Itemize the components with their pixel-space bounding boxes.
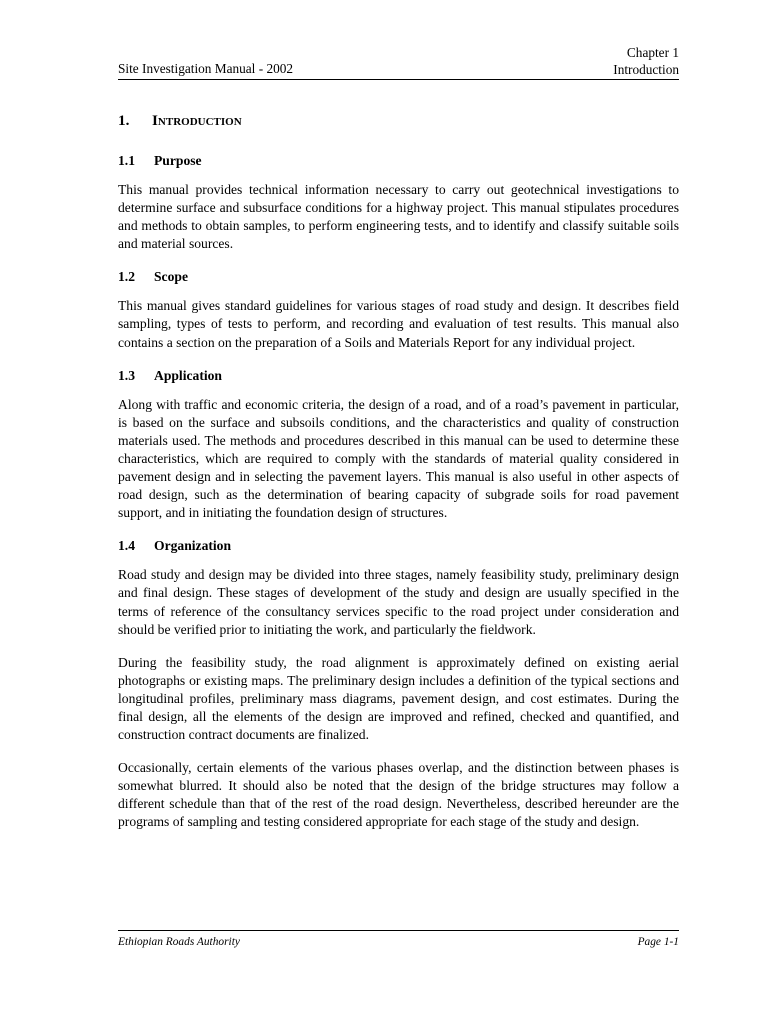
page-number: Page 1-1	[637, 936, 679, 948]
section-heading	[118, 152, 679, 170]
section-organization	[118, 537, 679, 831]
page-body	[118, 111, 679, 847]
header-divider	[118, 79, 679, 80]
section-number: 1.2	[118, 269, 135, 285]
footer-divider	[118, 930, 679, 931]
section-heading	[118, 367, 679, 385]
footer-organization: Ethiopian Roads Authority	[118, 936, 240, 948]
chapter-info	[613, 44, 679, 78]
chapter-number: Chapter 1	[626, 45, 679, 60]
section-title: Application	[154, 367, 222, 383]
paragraph: Road study and design may be divided into three stages, namely feasibility study, preliminary design and final design. These stages of development of the study and design are usually specified in the terms of reference of the consultancy services specific to the road project under consideration and should be verified prior to initiating the work, and particularly the fieldwork.	[118, 567, 679, 637]
paragraph: Along with traffic and economic criteria, the design of a road, and of a road’s pavement in particular, is based on the surface and subsoils conditions, and the characteristics and quality of construction materials used. The methods and procedures described in this manual can be used to determine these characteristics, which are required to comply with the standards of material quality considered in pavement design and in selecting the pavement layers. This manual is also useful in other aspects of road design, such as the determination of bearing capacity of subgrade soils for road pavement support, and in initiating the foundation design of structures.	[118, 396, 679, 521]
manual-title: Site Investigation Manual - 2002	[118, 61, 294, 76]
page-header	[118, 44, 679, 78]
paragraph: Occasionally, certain elements of the various phases overlap, and the distinction between phases is somewhat blurred. It should also be noted that the design of the bridge structures may follow a different schedule than that of the rest of the road design. Nevertheless, described hereunder are the programs of sampling and testing considered appropriate for each stage of the study and design.	[118, 760, 679, 830]
section-heading	[118, 537, 679, 555]
chapter-title: Introduction	[613, 62, 679, 77]
section-title: Scope	[154, 269, 188, 285]
section-number: 1.3	[118, 367, 135, 383]
section-title: Purpose	[154, 153, 202, 168]
section-purpose	[118, 152, 679, 253]
chapter-heading-number: 1.	[118, 112, 130, 129]
section-number: 1.4	[118, 538, 135, 554]
chapter-heading	[118, 111, 679, 131]
chapter-heading-title: Introduction	[152, 112, 242, 129]
section-heading	[118, 268, 679, 286]
section-title: Organization	[154, 538, 232, 554]
section-application	[118, 367, 679, 523]
paragraph: This manual provides technical information necessary to carry out geotechnical investigations to determine surface and subsurface conditions for a highway project. This manual stipulates procedures and methods to obtain samples, to perform engineering tests, and to identify and classify suitable soils and material sources.	[118, 182, 679, 252]
paragraph: This manual gives standard guidelines for various stages of road study and design. It describes field sampling, types of tests to perform, and recording and evaluation of test results. This manual also contains a section on the preparation of a Soils and Materials Report for any individual project.	[118, 298, 679, 350]
section-number: 1.1	[118, 153, 135, 168]
paragraph: During the feasibility study, the road alignment is approximately defined on existing aerial photographs or existing maps. The preliminary design includes a definition of the typical sections and longitudinal profiles, preliminary mass diagrams, pavement design, and cost estimates. During the final design, all the elements of the design are improved and refined, checked and quantified, and construction contract documents are finalized.	[118, 654, 679, 743]
section-scope	[118, 268, 679, 351]
